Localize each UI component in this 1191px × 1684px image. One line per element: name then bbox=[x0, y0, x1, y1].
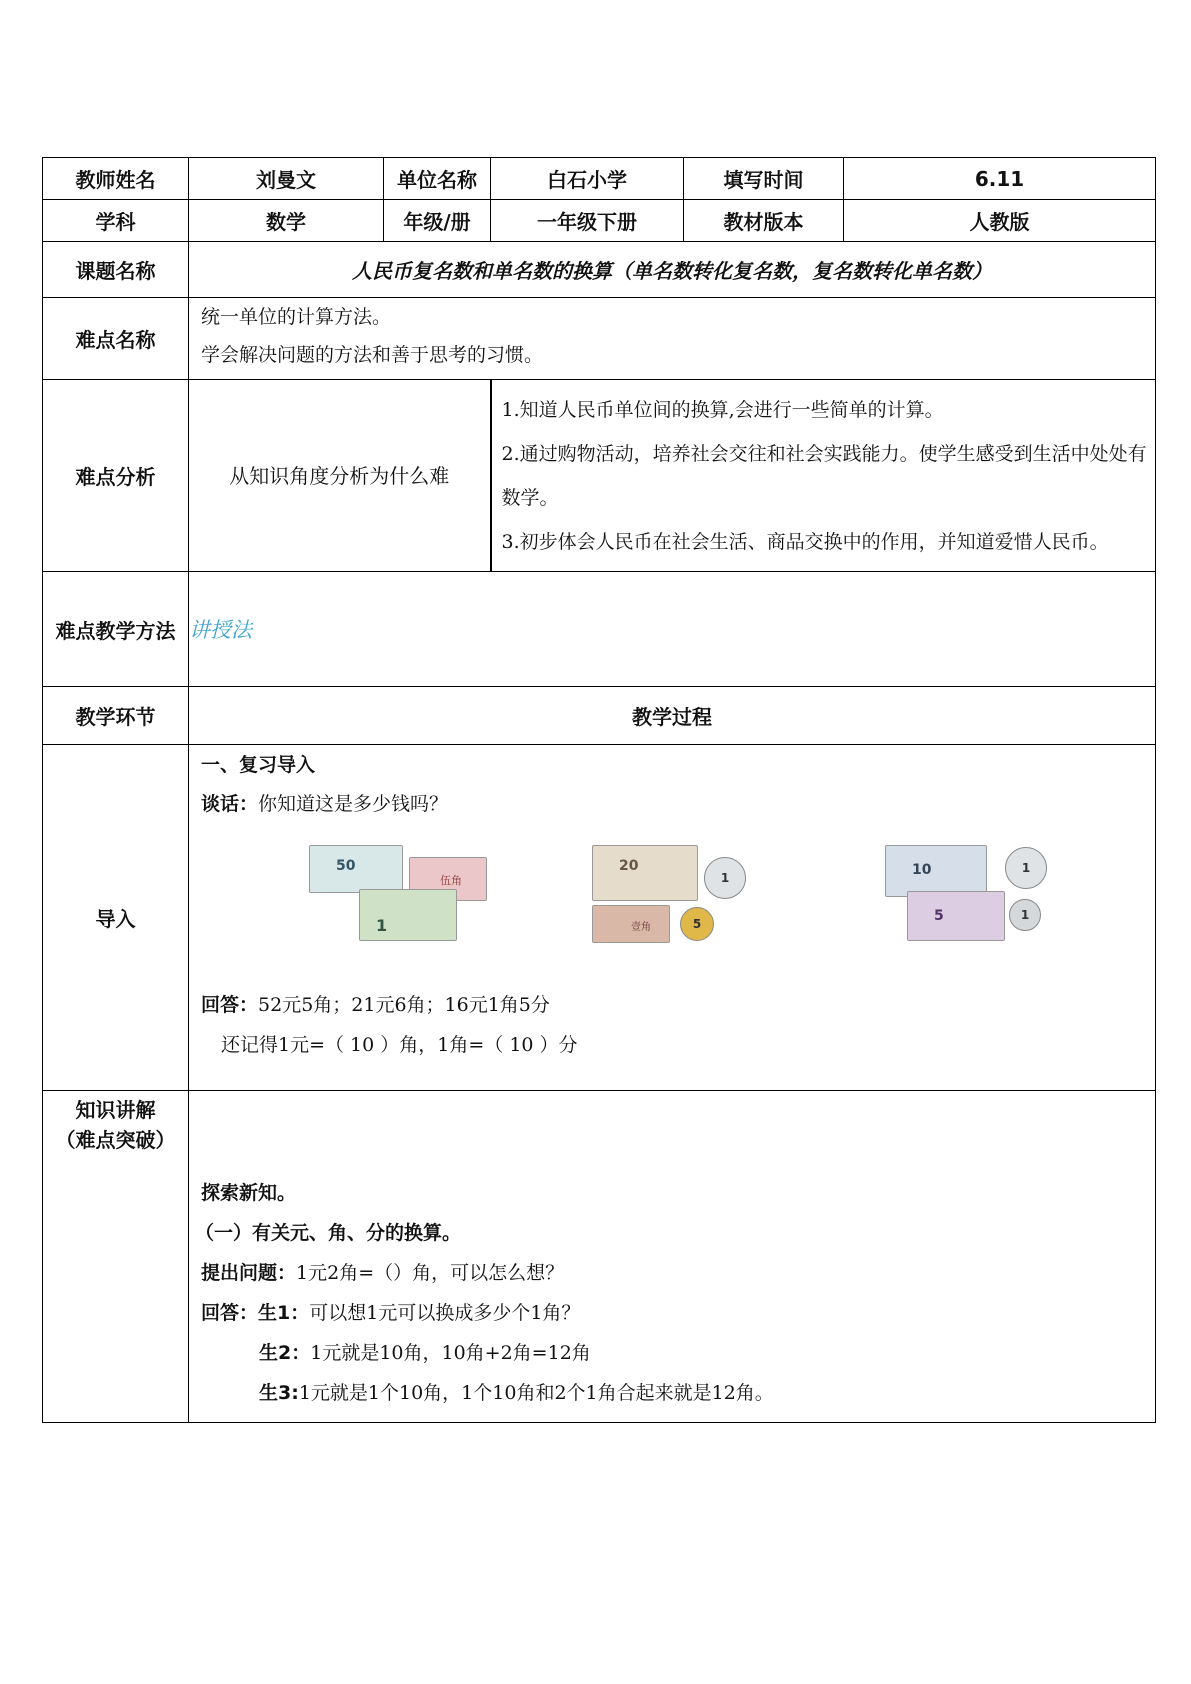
intro-content bbox=[189, 745, 1156, 1091]
knowledge-answer-3 bbox=[189, 1373, 1155, 1413]
lesson-plan-sheet bbox=[42, 157, 1155, 1423]
student-2-label: 生2： bbox=[259, 1342, 311, 1364]
knowledge-answer-label: 回答： bbox=[201, 1302, 259, 1324]
difficulty-row bbox=[43, 298, 1156, 380]
difficulty-label: 难点名称 bbox=[43, 298, 189, 380]
difficulty-line-2: 学会解决问题的方法和善于思考的习惯。 bbox=[201, 344, 544, 366]
banknote-20-value: 20 bbox=[619, 858, 639, 874]
banknote-1-jiao-value: 壹角 bbox=[631, 922, 651, 933]
intro-answer-text: 52元5角；21元6角；16元1角5分 bbox=[258, 994, 550, 1016]
student-2-text: 1元就是10角，10角+2角=12角 bbox=[310, 1342, 591, 1364]
subject-value: 数学 bbox=[189, 200, 384, 242]
intro-row bbox=[43, 745, 1156, 1091]
knowledge-content bbox=[189, 1091, 1156, 1423]
student-1-text: 可以想1元可以换成多少个1角？ bbox=[309, 1302, 581, 1324]
knowledge-question-label: 提出问题： bbox=[201, 1262, 297, 1284]
banknote-1 bbox=[359, 889, 457, 941]
student-3-text: 1元就是1个10角，1个10角和2个1角合起来就是12角。 bbox=[298, 1382, 774, 1404]
banknote-20 bbox=[592, 845, 698, 901]
knowledge-section: （一）有关元、角、分的换算。 bbox=[195, 1222, 462, 1244]
analysis-sub-label: 从知识角度分析为什么难 bbox=[189, 380, 491, 572]
knowledge-explore: 探索新知。 bbox=[201, 1182, 297, 1204]
analysis-points bbox=[491, 380, 1156, 572]
banknote-5-value: 5 bbox=[934, 908, 944, 924]
intro-answer bbox=[189, 985, 1155, 1025]
grade-label: 年级/册 bbox=[384, 200, 491, 242]
topic-value: 人民币复名数和单名数的换算（单名数转化复名数，复名数转化单名数） bbox=[189, 242, 1156, 298]
unit-name-value: 白石小学 bbox=[491, 158, 684, 200]
knowledge-label-line-1: 知识讲解 bbox=[75, 1098, 156, 1122]
topic-label: 课题名称 bbox=[43, 242, 189, 298]
banknote-5-jiao-value: 伍角 bbox=[440, 874, 462, 887]
analysis-point-2: 2.通过购物活动，培养社会交往和社会实践能力。使学生感受到生活中处处有 bbox=[501, 443, 1147, 465]
process-stage-label: 教学环节 bbox=[43, 687, 189, 745]
analysis-point-3: 3.初步体会人民币在社会生活、商品交换中的作用，并知道爱惜人民币。 bbox=[501, 531, 1109, 553]
topic-row bbox=[43, 242, 1156, 298]
money-images bbox=[189, 823, 1155, 955]
method-value: 讲授法 bbox=[189, 572, 1156, 687]
coin-1-yuan-b bbox=[1009, 899, 1041, 931]
analysis-point-2-cont: 数学。 bbox=[501, 487, 559, 509]
header-row-2 bbox=[43, 200, 1156, 242]
process-header-row bbox=[43, 687, 1156, 745]
coin-1-yuan-a bbox=[1005, 847, 1047, 889]
intro-recall: 还记得1元=（ 10 ）角，1角=（ 10 ）分 bbox=[221, 1034, 578, 1056]
grade-value: 一年级下册 bbox=[491, 200, 684, 242]
coin-1-yuan-a-value: 1 bbox=[1021, 861, 1031, 875]
coin-5-jiao bbox=[680, 907, 714, 941]
difficulty-line-1: 统一单位的计算方法。 bbox=[201, 306, 392, 328]
lesson-plan-table bbox=[42, 157, 1156, 1423]
intro-label: 导入 bbox=[43, 745, 189, 1091]
coin-5-jiao-value: 5 bbox=[692, 917, 702, 931]
banknote-50-value: 50 bbox=[336, 858, 356, 874]
teacher-name-label: 教师姓名 bbox=[43, 158, 189, 200]
student-3-label: 生3: bbox=[259, 1382, 299, 1404]
analysis-label: 难点分析 bbox=[43, 380, 189, 572]
analysis-point-1: 1.知道人民币单位间的换算,会进行一些简单的计算。 bbox=[501, 399, 944, 421]
fill-date-label: 填写时间 bbox=[684, 158, 844, 200]
coin-1-yuan bbox=[704, 857, 746, 899]
money-group-2 bbox=[592, 845, 792, 955]
method-row bbox=[43, 572, 1156, 687]
knowledge-label bbox=[43, 1091, 189, 1423]
intro-title: 一、复习导入 bbox=[201, 754, 316, 776]
fill-date-value: 6.11 bbox=[844, 158, 1156, 200]
knowledge-question bbox=[189, 1253, 1155, 1293]
subject-label: 学科 bbox=[43, 200, 189, 242]
banknote-10 bbox=[885, 845, 987, 897]
knowledge-answer-1 bbox=[189, 1293, 1155, 1333]
unit-name-label: 单位名称 bbox=[384, 158, 491, 200]
money-group-3 bbox=[885, 845, 1085, 955]
knowledge-row bbox=[43, 1091, 1156, 1423]
header-row-1 bbox=[43, 158, 1156, 200]
intro-question bbox=[189, 785, 1155, 823]
banknote-5 bbox=[907, 891, 1005, 941]
coin-1-yuan-b-value: 1 bbox=[1020, 908, 1030, 922]
money-group-1 bbox=[299, 845, 499, 955]
banknote-10-value: 10 bbox=[912, 862, 932, 878]
knowledge-label-line-2: （难点突破） bbox=[55, 1128, 176, 1152]
intro-question-text: 你知道这是多少钱吗？ bbox=[258, 793, 449, 815]
method-label: 难点教学方法 bbox=[43, 572, 189, 687]
banknote-1-jiao bbox=[592, 905, 670, 943]
teacher-name-value: 刘曼文 bbox=[189, 158, 384, 200]
knowledge-answer-2 bbox=[189, 1333, 1155, 1373]
student-1-label: 生1： bbox=[258, 1302, 310, 1324]
knowledge-question-text: 1元2角=（）角，可以怎么想？ bbox=[296, 1262, 565, 1284]
banknote-50 bbox=[309, 845, 403, 893]
textbook-label: 教材版本 bbox=[684, 200, 844, 242]
intro-question-label: 谈话： bbox=[201, 793, 259, 815]
banknote-1-value: 1 bbox=[376, 916, 388, 935]
process-title: 教学过程 bbox=[189, 687, 1156, 745]
analysis-row bbox=[43, 380, 1156, 572]
coin-1-yuan-value: 1 bbox=[720, 871, 730, 885]
difficulty-content bbox=[189, 298, 1156, 380]
textbook-value: 人教版 bbox=[844, 200, 1156, 242]
intro-answer-label: 回答： bbox=[201, 994, 259, 1016]
